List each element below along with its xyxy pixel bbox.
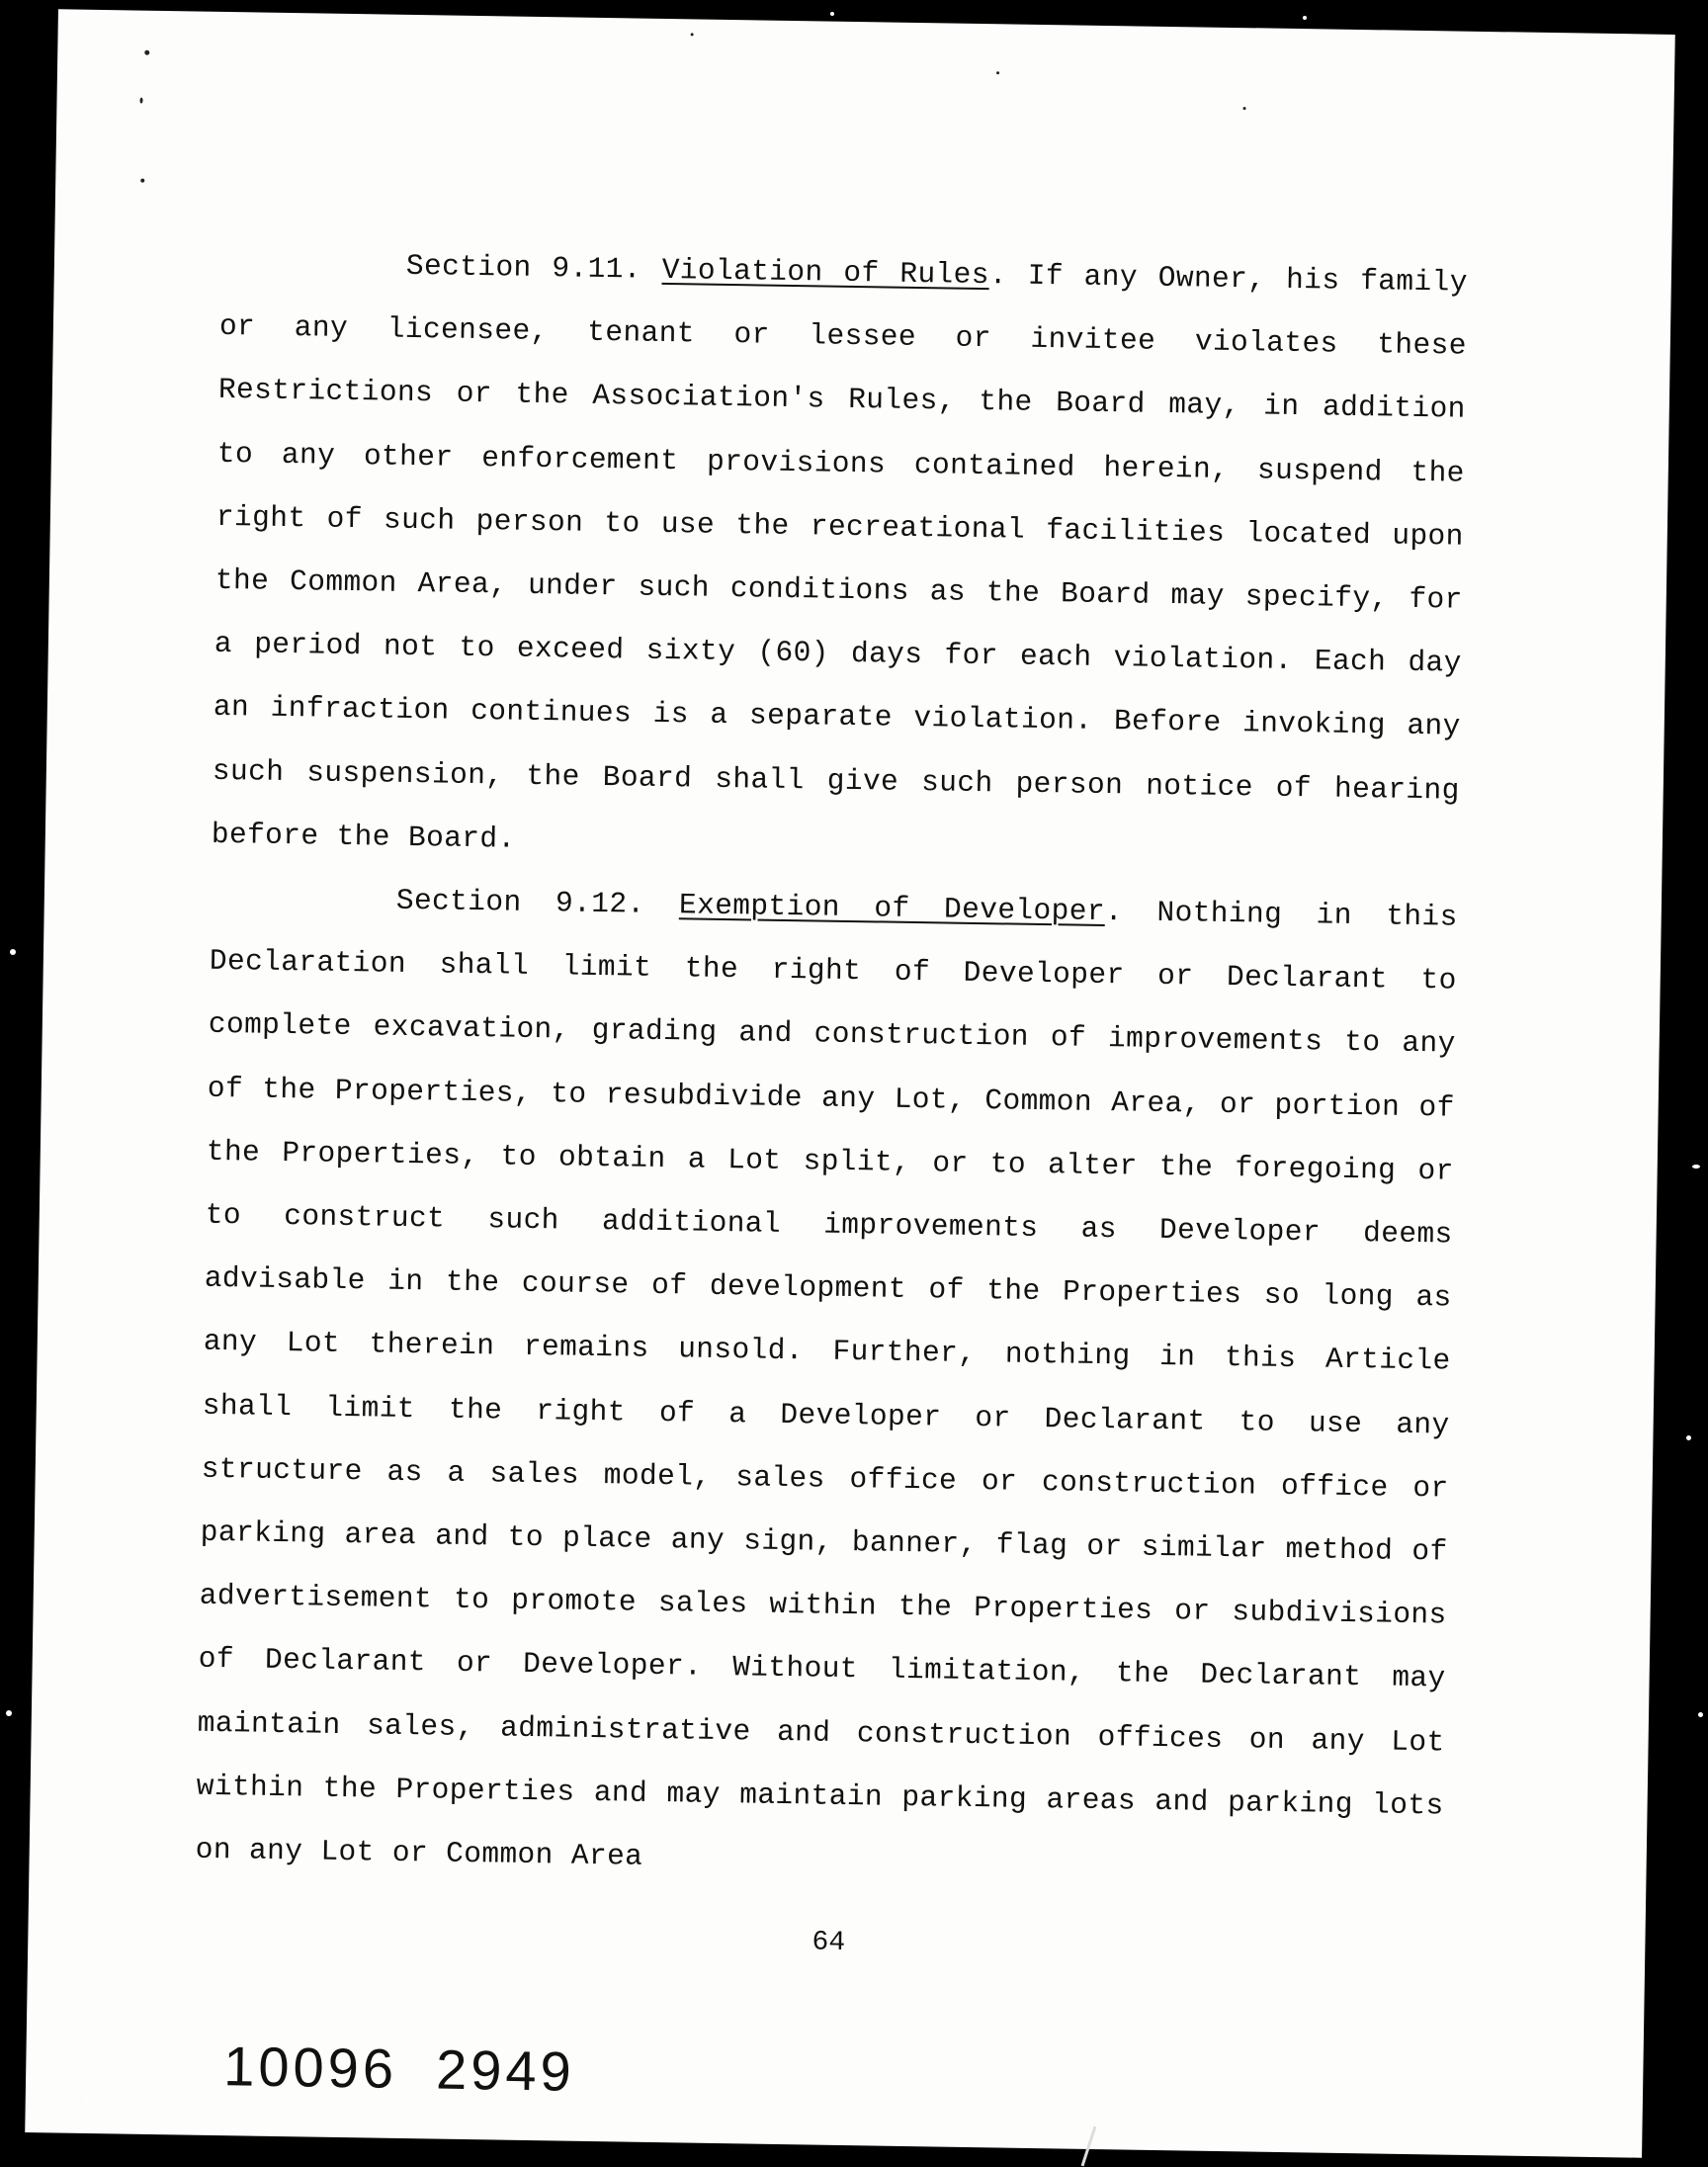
scan-speck (691, 33, 694, 36)
section-9-12-number: Section 9.12. (395, 883, 645, 921)
scan-speck (139, 98, 142, 104)
scan-speck (1686, 1435, 1691, 1440)
section-9-12-paragraph (195, 866, 1458, 1901)
scan-speck (1692, 1165, 1700, 1169)
scan-speck (1303, 16, 1307, 20)
scan-speck (6, 1710, 12, 1716)
scan-speck (1698, 1712, 1703, 1717)
scan-speck (1243, 107, 1246, 110)
section-9-11-text: . If any Owner, his family or any licensee, tenant or lessee or invitee violates these Restrictions or the Association's Rules, the Board may, in addition to any other enforcement provisions contained herein, suspend the right of such person to use the recreational facilities located upon the Common Area, under such conditions as the Board may specify, for a period not to exceed sixty (60) days for each violation. Each day an infraction continues is a separate violation. Before invoking any such suspension, the Board shall give such person notice of hearing before the Board. (211, 258, 1469, 856)
scan-speck (140, 179, 144, 183)
section-9-11-paragraph (211, 231, 1468, 886)
scan-speck (830, 12, 834, 16)
scan-speck (996, 71, 999, 74)
section-9-12-heading: Exemption of Developer (678, 888, 1106, 929)
section-9-12-text: . Nothing in this Declaration shall limit the right of Developer or Declarant to complete excavation, grading and construction of improvements to any of the Properties, to resubdivide any Lot, Common Area, or portion of the Properties, to obtain a Lot split, or to alter the foregoing or to construct such additional improvements as Developer deems advisable in the course of development of the Properties so long as any Lot therein remains unsold. Further, nothing in this Article shall limit the right of a Developer or Declarant to use any structure as a sales model, sales office or construction office or parking area and to place any sign, banner, flag or similar method of advertisement to promote sales within the Properties or subdivisions of Declarant or Developer. Without limitation, the Declarant may maintain sales, administrative and construction offices on any Lot within the Properties and may maintain parking areas and parking lots on any Lot or Common Area (195, 895, 1459, 1873)
section-9-11-number: Section 9.11. (405, 248, 642, 287)
document-body (195, 231, 1468, 1901)
page-number: 64 (811, 1927, 846, 1959)
scan-speck (144, 50, 149, 55)
section-9-11-heading: Violation of Rules (661, 252, 990, 293)
scan-speck (10, 949, 16, 955)
scanned-page (25, 9, 1675, 2157)
scan-speck (85, 2100, 90, 2105)
scan-speck (251, 30, 255, 34)
document-number: 10096 2949 (222, 2035, 576, 2103)
